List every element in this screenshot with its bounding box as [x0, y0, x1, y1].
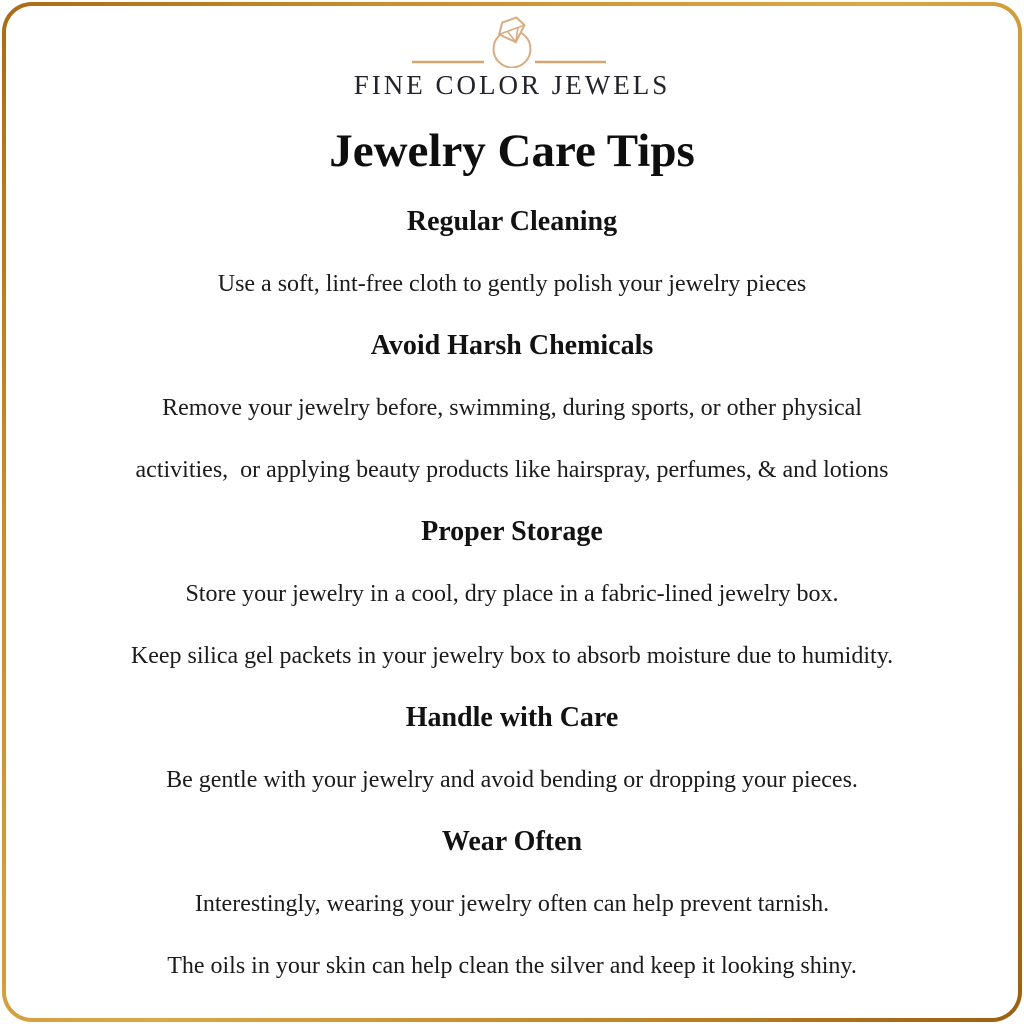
section-heading-proper-storage: Proper Storage [421, 516, 603, 547]
section-line: Be gentle with your jewelry and avoid bending or dropping your pieces. [166, 766, 858, 793]
brand-logo [354, 12, 671, 101]
brand-name: FINE COLOR JEWELS [353, 70, 671, 100]
section-line: activities, or applying beauty products like hairspray, perfumes, & and lotions [135, 456, 889, 483]
section-line: Interestingly, wearing your jewelry often can help prevent tarnish. [194, 890, 830, 917]
section-line: The oils in your skin can help clean the silver and keep it looking shiny. [167, 952, 857, 979]
section-line: Store your jewelry in a cool, dry place in a fabric-lined jewelry box. [185, 580, 839, 607]
section-heading-handle-with-care: Handle with Care [405, 702, 619, 733]
section-line: Keep silica gel packets in your jewelry box to absorb moisture due to humidity. [130, 642, 894, 669]
tips-list [0, 191, 1024, 997]
section-line: Remove your jewelry before, swimming, during sports, or other physical [162, 394, 862, 421]
section-heading-wear-often: Wear Often [441, 826, 583, 857]
section-line: Use a soft, lint-free cloth to gently polish your jewelry pieces [217, 270, 807, 297]
section-heading-regular-cleaning: Regular Cleaning [406, 206, 618, 237]
section-heading-avoid-harsh-chemicals: Avoid Harsh Chemicals [370, 330, 654, 361]
page-title: Jewelry Care Tips [329, 125, 695, 177]
diamond-circle-icon [412, 12, 612, 68]
